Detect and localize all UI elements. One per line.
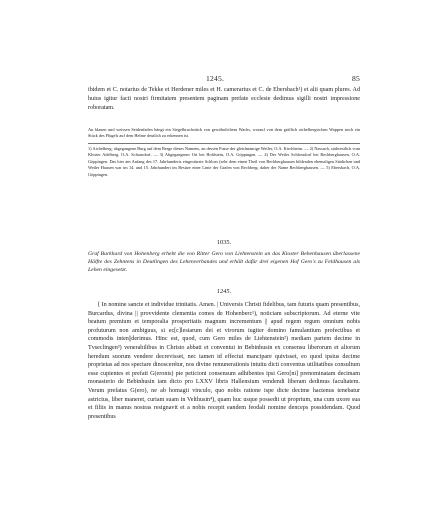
document-regest: Graf Burkhard von Hohenberg erhebt die von Ritter Gero von Liehtenstein an das Kloster Bebenhausen überlassene Hälfte des Zehntens in Deutlingen des Lehenverbandes und erhält dafür drei eigenen Hof Gero's zu Feldhausen als Lehen eingesetzt.	[88, 251, 360, 274]
document-year: 1245.	[216, 288, 232, 295]
footnotes: 1) Aichelberg, abgegangene Burg auf dem Berge dieses Namens, an dessen Fusse der gleichnamige Weiler, O.A. Kirchheim. — 2) Nassach, südwestlich vom Kloster Adelberg, O.A. Schorndorf. — 3) Abgegangener Ort bei Hohlstein, O.A. Göppingen. — 4) Der Weiler Schlossdorf bei Rechberghausen, O.A. Göppingen. Das hier am Anfang des 17. Jahrhunderts eingestürzte Schloss (sehr dem einen Theil von Rechberghausen bildenden ehemaligen Städtchen und Weiler Hausen war im 14. und 15. Jahrhundert im Besitze einer Linie der Grafen von Rechberg; daher der Name Rechberghausen. — 5) Ebersbach, O.A. Göppingen.	[88, 146, 360, 177]
page-header	[88, 74, 360, 84]
header-year: 1245.	[206, 74, 225, 83]
page-number: 85	[352, 74, 360, 83]
seal-note: An blauen und weissen Seidenfaden hängt ein Siegelbruchstück von gewöhnlichem Wachs, worauf von dem gräflich aichelbergischen Wappen noch ein Stück des Flügels auf dem Helme deutlich zu erkennen ist.	[88, 127, 360, 139]
footnote-divider	[88, 143, 360, 144]
document-number: 1035.	[216, 239, 232, 246]
charter-text: [ In nomine sancte et individue trinitatis. Amen. | Universis Christi fidelibus, tam futuris quam presentibus, Burcardus, divina || provvidente clementia comes de Hohenberc¹), noticiam subscriptorum. Ad eterne vite beatum premium et temporalia prosperitatis magnum incrementum || apud regem regum omnium nobis profuturum non ambiguus, si ec[c]lesiarum dei et virorum iugiter domino famulantium profectibus et commodis inten||derimus. Hinc est, quod, cum Gero miles de Liehtenstein²) mediam partem decime in Tvseclingen³) venerabilibus in Christo abbati et conventui in Bebinhusin ex consensu liberorum et aliorum heredum suorum vendere decrevisset, nec tamen id effectui mancipare quivisset, eo quod ipsius decime proprietas ad nos spectare dinoscerétur, nos divine remunerationis intuitu dicti conventus utilitatibus consultum esse cupientes et prefati G(eronis) pie peticioni consensum adhibentes ipsi Gero[ni] prenominatam decimam monasterio de Bebinhusin iam dicto pro LXXV libris Hallensium vendendi liberam dedimus facultatem. Verum prefatus G(ero), ne ab homagii vinculo, quo nobis ratione ispe dicte decime hactenus tenebatur astrictus, liber maneret, curiam suam in Velthusin⁴), quam huc usque possedit ut proprium, una cum uxore sua et filiis in manus nostras resignavit et a nobis recepit eandem feodali nomine denceps possidendam. Quod presentibus	[88, 302, 360, 420]
continued-charter-text: ibidem et C. notarius de Tekke et Herdener miles et H. camerarius et C. de Ebersbach¹) et alii quam plures. Ad huius igitur facti nostri firmitatem presentem paginam prefate ecclesie dedimus sigilli nostri impressione roboratam.	[88, 87, 360, 111]
